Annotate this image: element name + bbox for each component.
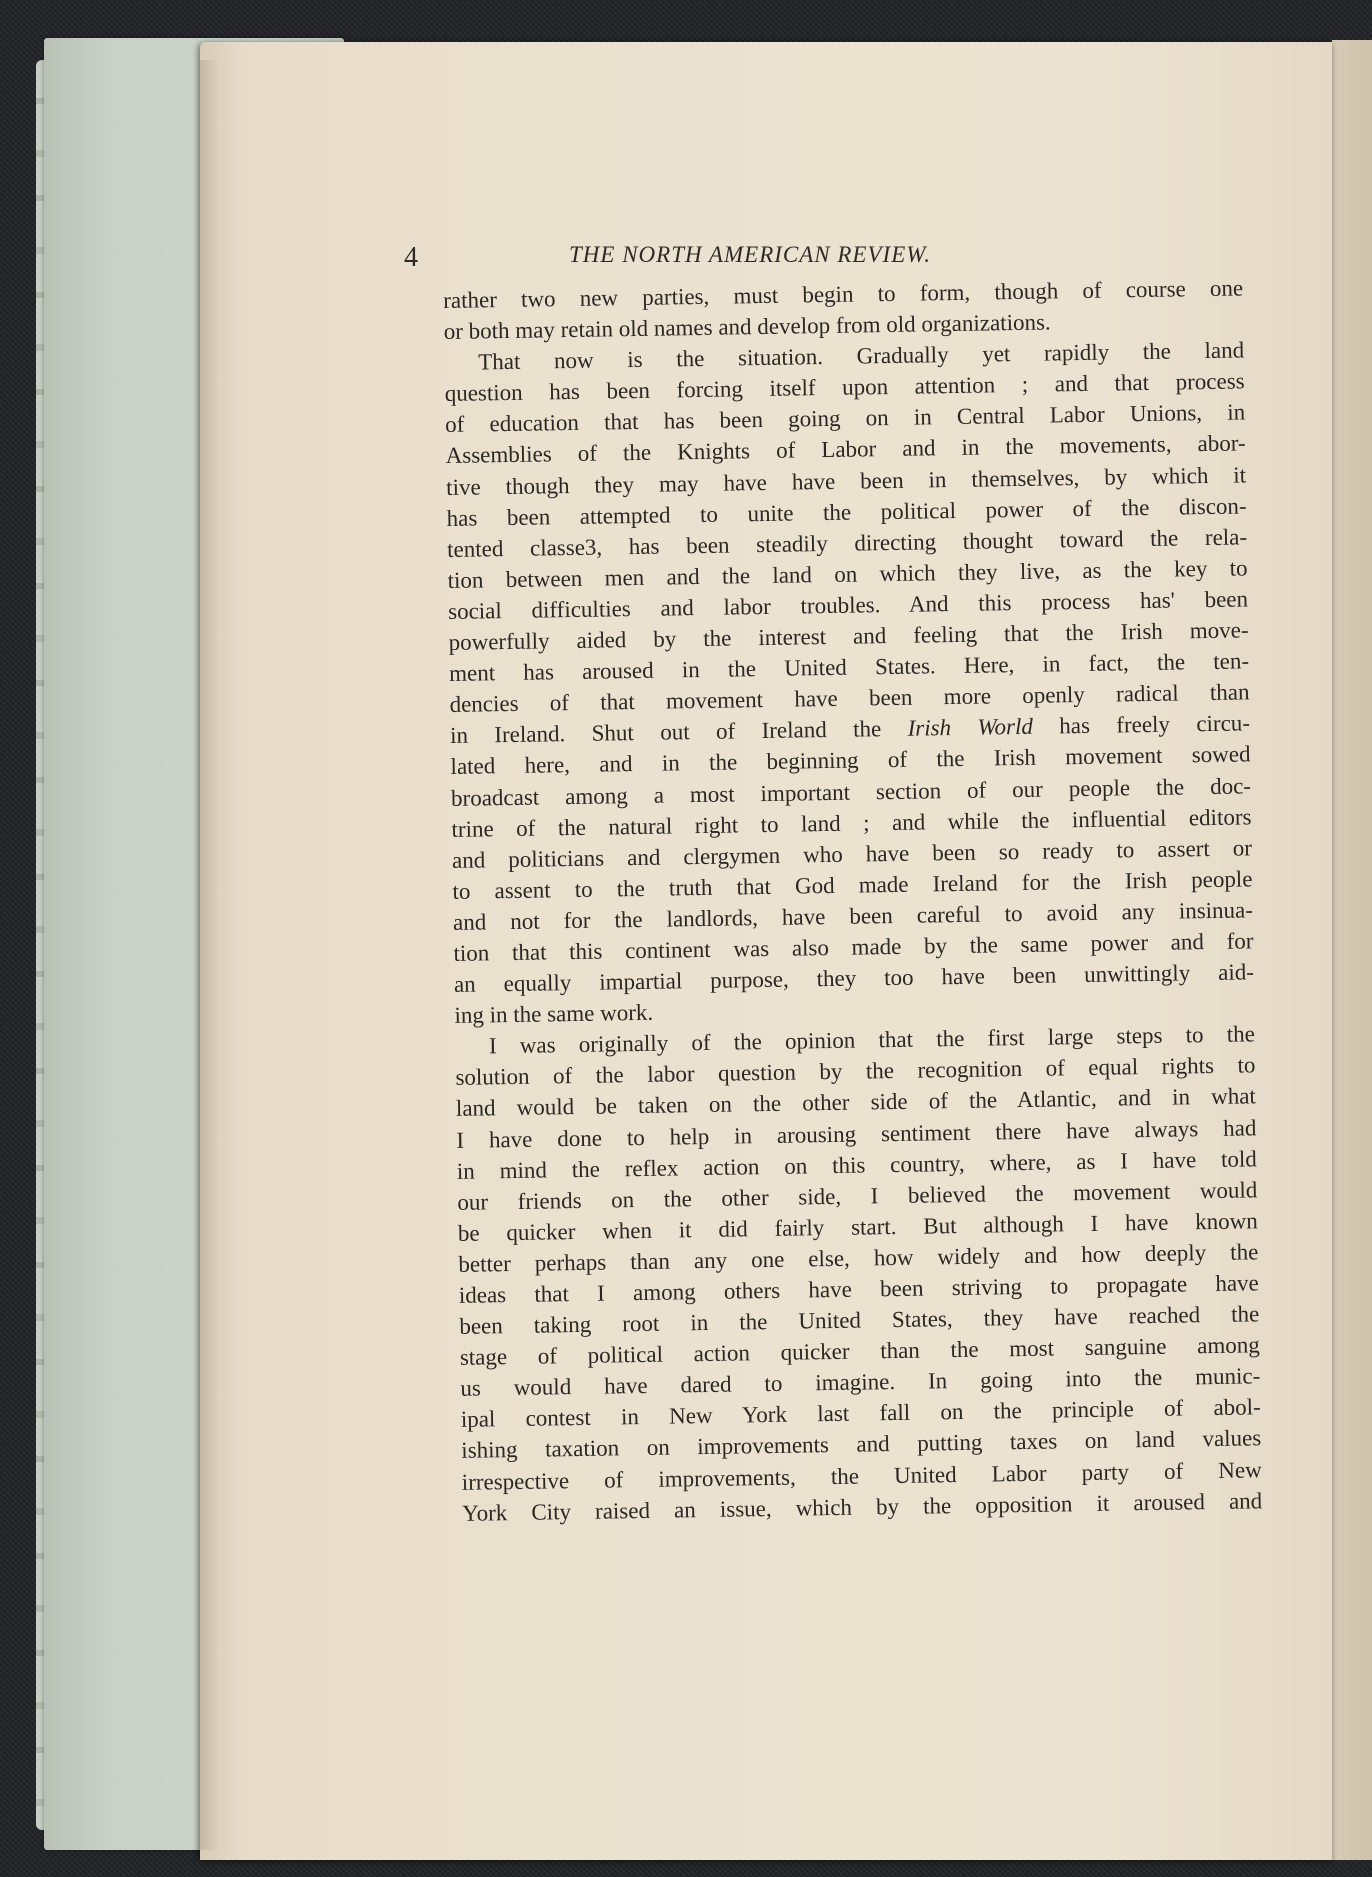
text-line: ideas that I among others have been striving to propagate have <box>458 1270 1259 1308</box>
text-line: tented classe3, has been steadily directing thought toward the rela- <box>446 524 1248 562</box>
text-line: has been attempted to unite the political power of the discon- <box>446 493 1247 531</box>
text-line: of education that has been going on in Central Labor Unions, in <box>445 399 1246 438</box>
text-line: social difficulties and labor troubles. And this process has' been <box>447 586 1249 624</box>
text-line: ment has aroused in the United States. Here, in fact, the ten- <box>448 648 1250 687</box>
text-line: land would be taken on the other side of the Atlantic, and in what <box>455 1083 1257 1122</box>
text-line: tion that this continent was also made by the same power and for <box>453 928 1254 966</box>
text-segment: in Ireland. Shut out of Ireland the <box>449 716 908 749</box>
text-line: broadcast among a most important section of our people the doc- <box>450 772 1252 811</box>
text-line: our friends on the other side, I believed the movement would <box>457 1177 1258 1215</box>
text-line: stage of political action quicker than the most sanguine among <box>459 1332 1260 1371</box>
body-text <box>443 272 1262 1528</box>
text-line: or both may retain old names and develop from old organizations. <box>443 309 1051 345</box>
running-head <box>404 238 1024 274</box>
text-line: rather two new parties, must begin to form, though of course one <box>443 275 1244 313</box>
text-line: been taking root in the United States, they have reached the <box>459 1301 1260 1339</box>
text-line: tion between men and the land on which they live, as the key to <box>447 555 1248 593</box>
text-line: and politicians and clergymen who have been so ready to assert or <box>451 835 1253 873</box>
text-line: an equally impartial purpose, they too have been unwittingly aid- <box>453 959 1255 997</box>
text-line: tive though they may have have been in themselves, by which it <box>445 461 1247 500</box>
text-line: powerfully aided by the interest and feeling that the Irish move- <box>448 617 1249 655</box>
text-line: dencies of that movement have been more openly radical than <box>449 679 1250 718</box>
text-line: lated here, and in the beginning of the Irish movement sowed <box>450 741 1251 780</box>
text-line: ing in the same work. <box>454 999 654 1029</box>
text-line: York City raised an issue, which by the opposition it aroused and <box>462 1487 1263 1526</box>
text-line: us would have dared to imagine. In going into the munic- <box>460 1363 1261 1402</box>
page-number: 4 <box>404 242 418 273</box>
page-gutter-shadow <box>200 60 218 1850</box>
text-line: solution of the labor question by the recognition of equal rights to <box>455 1052 1256 1091</box>
text-line: and not for the landlords, have been careful to avoid any insinua- <box>452 897 1254 935</box>
next-page-edge <box>1332 40 1372 1860</box>
text-line: to assent to the truth that God made Ireland for the Irish people <box>452 866 1253 904</box>
italic-title: Irish World <box>907 714 1034 742</box>
text-line: That now is the situation. Gradually yet rapidly the land <box>478 337 1245 375</box>
text-line: irrespective of improvements, the United Labor party of New <box>461 1456 1262 1495</box>
text-line: better perhaps than any one else, how widely and how deeply the <box>458 1239 1259 1277</box>
text-segment: has freely circu- <box>1032 710 1251 740</box>
text-line: I was originally of the opinion that the first large steps to the <box>488 1021 1256 1059</box>
text-line: be quicker when it did fairly start. But although I have known <box>457 1208 1258 1246</box>
running-head-title: THE NORTH AMERICAN REVIEW. <box>569 242 932 267</box>
text-line: I have done to help in arousing sentiment there have always had <box>456 1114 1257 1153</box>
text-line: in mind the reflex action on this country, where, as I have told <box>456 1145 1258 1184</box>
text-line: Assemblies of the Knights of Labor and in the movements, abor- <box>445 430 1246 469</box>
text-line: trine of the natural right to land ; and while the influential editors <box>451 803 1252 842</box>
text-line: question has been forcing itself upon attention ; and that process <box>444 368 1245 407</box>
text-line: ipal contest in New York last fall on the principle of abol- <box>460 1394 1261 1433</box>
text-line: ishing taxation on improvements and putting taxes on land values <box>461 1425 1262 1464</box>
